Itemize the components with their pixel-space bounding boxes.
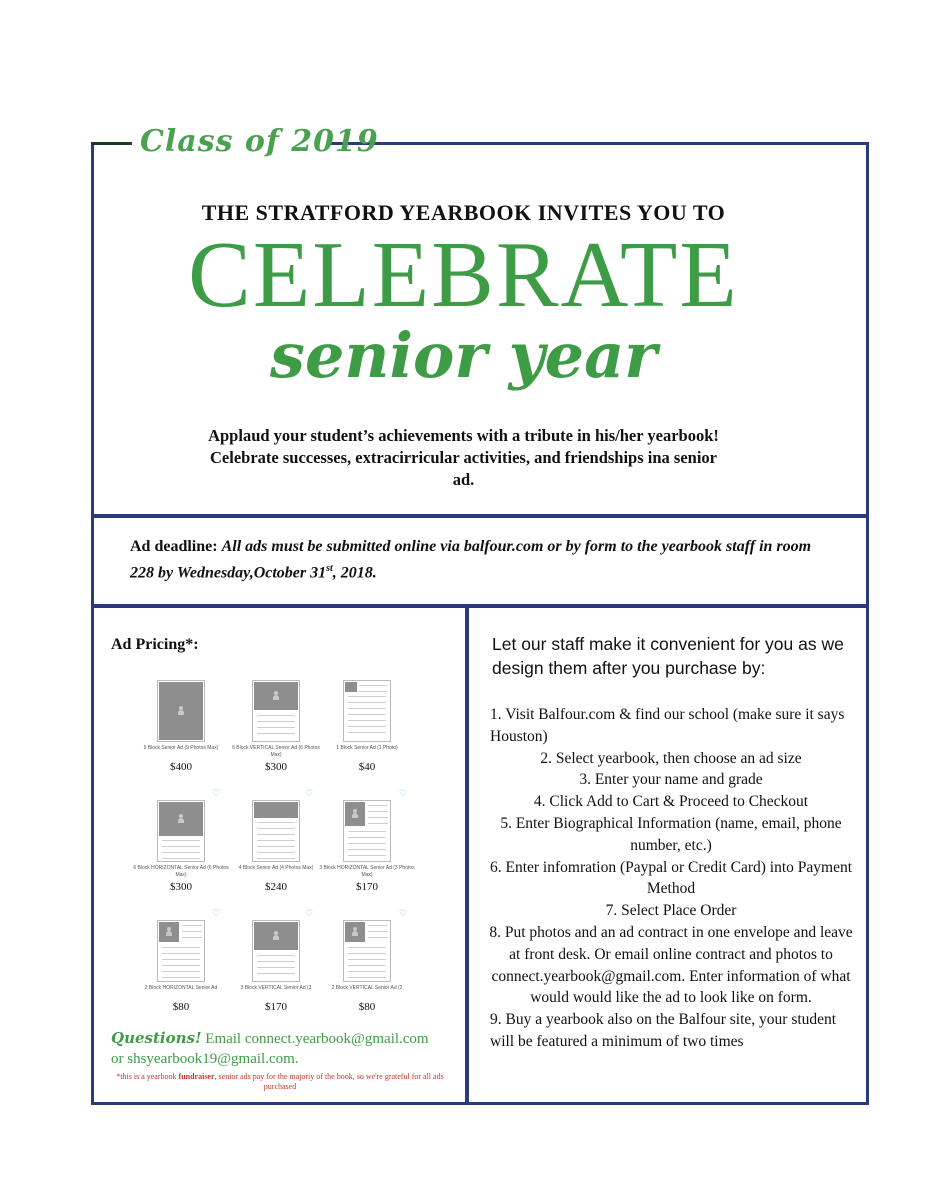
pricing-heading: Ad Pricing*: — [111, 636, 199, 653]
ad-thumbnail — [157, 680, 205, 742]
ad-price: $170 — [356, 881, 378, 893]
fine-print-b: fundraiser — [178, 1072, 215, 1081]
ad-price: $80 — [358, 1001, 376, 1013]
deadline-suffix: st — [326, 563, 333, 574]
ad-option[interactable] — [226, 800, 326, 893]
ad-thumbnail — [157, 800, 205, 862]
ad-option[interactable] — [131, 800, 231, 893]
deadline-body: All ads must be submitted online via balfour.com or by form to the yearbook staff in room 228 by Wednesday,October 31 — [130, 538, 812, 582]
ad-price: $300 — [265, 761, 287, 773]
ad-price: $40 — [358, 761, 376, 773]
ad-thumbnail — [157, 920, 205, 982]
fine-print — [100, 1072, 460, 1092]
ad-option[interactable] — [131, 920, 231, 1013]
questions-email-alt[interactable]: or shsyearbook19@gmail.com. — [111, 1051, 299, 1067]
ad-caption: 2 Block HORIZONTAL Senior Ad — [144, 985, 218, 991]
step-item: 5. Enter Biographical Information (name, email, phone number, etc.) — [500, 814, 842, 854]
ad-option[interactable] — [226, 680, 326, 773]
ad-price: $170 — [265, 1001, 287, 1013]
ad-caption: 3 Block HORIZONTAL Senior Ad (3 Photos Max) — [319, 865, 415, 878]
deadline-label: Ad deadline: — [130, 538, 218, 555]
ad-caption: 9 Block Senior Ad (9 Photos Max) — [143, 745, 219, 751]
questions-block — [111, 1028, 429, 1069]
steps-intro: Let our staff make it convenient for you as we design them after you purchase by: — [492, 634, 844, 678]
deadline-text — [130, 536, 820, 584]
ad-option[interactable] — [317, 800, 417, 893]
ad-caption: 1 Block Senior Ad (1 Photo) — [336, 745, 398, 751]
heart-icon[interactable]: ♡ — [212, 789, 221, 799]
ad-option[interactable] — [317, 920, 417, 1013]
ad-thumbnail — [252, 680, 300, 742]
ad-option[interactable] — [226, 920, 326, 1013]
ad-thumbnail — [343, 800, 391, 862]
ad-price: $80 — [172, 1001, 190, 1013]
accent-line — [91, 142, 131, 145]
ad-option[interactable] — [131, 680, 231, 773]
heart-icon[interactable]: ♡ — [399, 789, 408, 799]
class-tag: Class of 2019 — [140, 124, 379, 159]
step-item: 6. Enter infomration (Paypal or Credit Card) into Payment Method — [489, 858, 853, 898]
ad-caption: 3 Block VERTICAL Senior Ad (3 — [240, 985, 312, 991]
fine-print-a: *this is a yearbook — [116, 1072, 179, 1081]
ad-caption: 6 Block VERTICAL Senior Ad (6 Photos Max) — [232, 745, 320, 758]
steps-list — [482, 704, 860, 1053]
step-item: 8. Put photos and an ad contract in one envelope and leave at front desk. Or email online contract and photos to connect.yearbook@gmail.com. Enter information of what would would like the ad to look like on form. — [489, 923, 853, 1007]
ad-thumbnail — [343, 920, 391, 982]
ad-thumbnail — [252, 920, 300, 982]
ad-price: $240 — [265, 881, 287, 893]
step-item: 2. Select yearbook, then choose an ad size — [540, 749, 802, 767]
step-item: 9. Buy a yearbook also on the Balfour site, your student will be featured a minimum of two times — [490, 1011, 837, 1050]
headline: CELEBRATE — [188, 223, 739, 327]
ad-thumbnail — [343, 680, 391, 742]
ad-caption: 2 Block VERTICAL Senior Ad (2 — [331, 985, 403, 991]
heart-icon[interactable]: ♡ — [305, 909, 314, 919]
ad-caption: 4 Block Senior Ad (4 Photos Max) — [238, 865, 314, 871]
ad-thumbnail — [252, 800, 300, 862]
ad-price: $300 — [170, 881, 192, 893]
step-item: 4. Click Add to Cart & Proceed to Checkout — [533, 793, 809, 811]
step-item: 1. Visit Balfour.com & find our school (make sure it says Houston) — [490, 706, 845, 745]
questions-label: Questions! — [111, 1029, 202, 1047]
ad-caption: 6 Block HORIZONTAL Senior Ad (6 Photos Max) — [133, 865, 229, 878]
ad-price: $400 — [170, 761, 192, 773]
questions-email[interactable]: Email connect.yearbook@gmail.com — [205, 1031, 429, 1047]
deadline-year: , 2018. — [332, 564, 377, 582]
subheadline: senior year — [270, 319, 657, 392]
heart-icon[interactable]: ♡ — [305, 789, 314, 799]
heart-icon[interactable]: ♡ — [212, 909, 221, 919]
intro-text: Applaud your student’s achievements with a tribute in his/her yearbook! Celebrate successes, extracirricular activities, and friendships ina senior ad. — [208, 426, 719, 489]
step-item: 3. Enter your name and grade — [579, 771, 763, 789]
step-item: 7. Select Place Order — [605, 902, 737, 920]
ad-option[interactable] — [317, 680, 417, 773]
fine-print-c: , senior ads pay for the majoriy of the book, so we're grateful for all ads purchased — [214, 1072, 444, 1091]
invite-heading: THE STRATFORD YEARBOOK INVITES YOU TO — [201, 200, 726, 225]
heart-icon[interactable]: ♡ — [399, 909, 408, 919]
